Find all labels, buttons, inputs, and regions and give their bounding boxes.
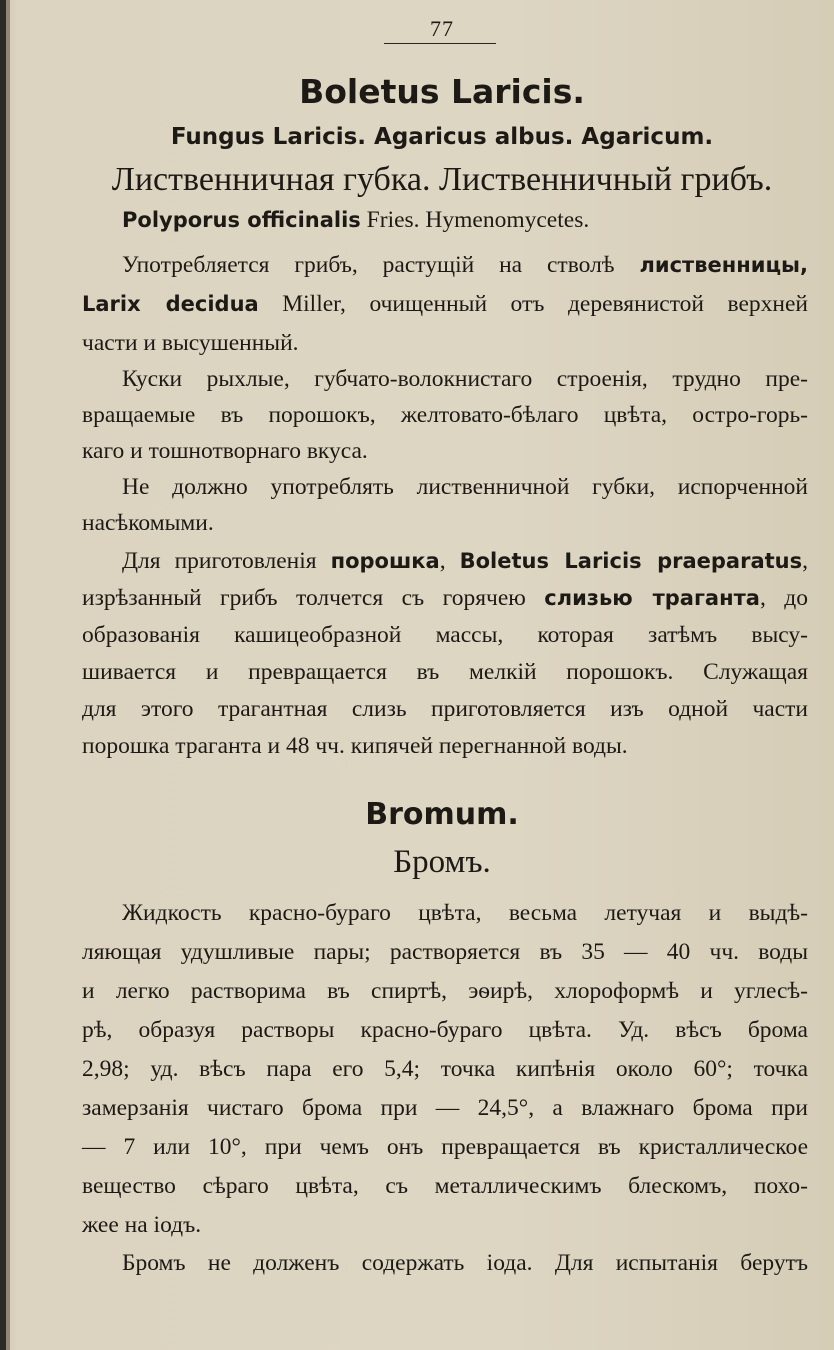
paragraph-line: рѣ, образуя растворы красно-бураго цвѣта. Уд. вѣсъ брома [82, 1017, 808, 1043]
paragraph-line: Для приготовленія порошка, Boletus Laricis praeparatus, [122, 548, 808, 574]
paragraph-line: вещество сѣраго цвѣта, съ металлическимъ блескомъ, похо- [82, 1173, 808, 1199]
bold-term: Larix decidua [82, 292, 259, 316]
paragraph-line: каго и тошнотворнаго вкуса. [82, 438, 368, 464]
paragraph-line: вращаемые въ порошокъ, желтовато-бѣлаго цвѣта, остро-горь- [82, 402, 808, 428]
taxon-name: Polyporus officinalis [122, 208, 361, 232]
bold-term: слизью траганта [544, 586, 760, 610]
paragraph-line: шивается и превращается въ мелкій порошокъ. Служащая [82, 659, 808, 685]
paragraph-line: Larix decidua Miller, очищенный отъ деревянистой верхней [82, 291, 808, 317]
taxon-line [122, 205, 808, 235]
bold-term: лиственницы, [639, 253, 808, 277]
paragraph-line: Не должно употреблять лиственничной губки, испорченной [122, 474, 808, 500]
paragraph-line: Употребляется грибъ, растущій на стволѣ лиственницы, [122, 252, 808, 278]
binding-shadow [6, 0, 10, 1350]
article-synonyms: Fungus Laricis. Agaricus albus. Agaricum. [170, 124, 714, 150]
paragraph-line: Куски рыхлые, губчато-волокнистаго строенія, трудно пре- [122, 366, 808, 392]
paragraph-line: насѣкомыми. [82, 510, 214, 536]
bold-term: порошка [330, 549, 440, 573]
paragraph-line: и легко растворима въ спиртѣ, эѳирѣ, хлороформѣ и углесѣ- [82, 978, 808, 1004]
paragraph-line: изрѣзанный грибъ толчется съ горячею слизью траганта, до [82, 585, 808, 611]
paragraph-line: для этого трагантная слизь приготовляется изъ одной части [82, 696, 808, 722]
article-russian-title: Лиственничная губка. Лиственничный грибъ. [111, 161, 773, 198]
paragraph-line: Жидкость красно-бураго цвѣта, весьма летучая и выдѣ- [122, 900, 808, 926]
paragraph-line: — 7 или 10°, при чемъ онъ превращается въ кристаллическое [82, 1134, 808, 1160]
paragraph-line: 2,98; уд. вѣсъ пара его 5,4; точка кипѣнія около 60°; точка [82, 1056, 808, 1082]
taxon-author: Fries. Hymenomycetes. [366, 207, 590, 233]
page-number-rule [384, 43, 496, 44]
bold-term: Boletus Laricis praeparatus [459, 549, 803, 573]
article-title-boletus: Boletus Laricis. [299, 72, 585, 111]
page-number: 77 [430, 16, 454, 41]
paragraph-line: образованія кашицеобразной массы, которая затѣмъ высу- [82, 622, 808, 648]
paragraph-line: жее на іодъ. [82, 1212, 202, 1238]
article-russian-title: Бромъ. [393, 844, 491, 880]
paragraph-line: ляющая удушливые пары; растворяется въ 35 — 40 чч. воды [82, 939, 808, 965]
article-title-bromum: Bromum. [365, 797, 519, 832]
paragraph-line: замерзанія чистаго брома при — 24,5°, а влажнаго брома при [82, 1095, 808, 1121]
paragraph-line: Бромъ не долженъ содержать іода. Для испытанія берутъ [122, 1250, 808, 1276]
paragraph-line: части и высушенный. [82, 330, 299, 356]
paragraph-line: порошка траганта и 48 чч. кипячей перегнанной воды. [82, 733, 628, 759]
